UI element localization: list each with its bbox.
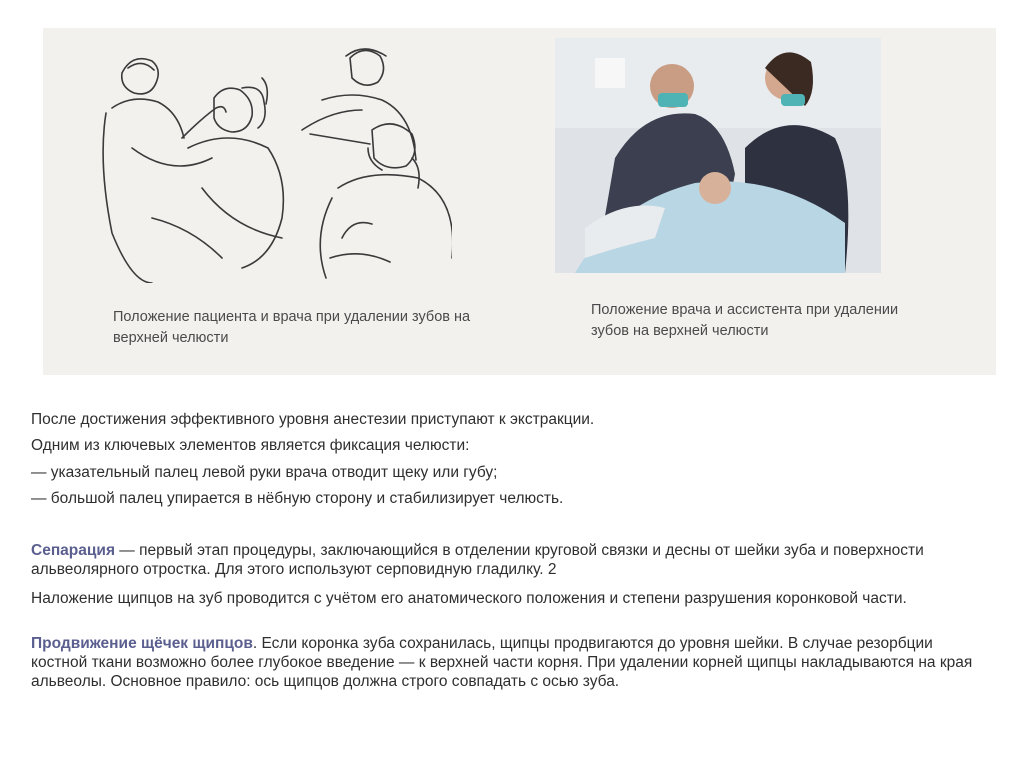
intro-line-3: — указательный палец левой руки врача отводит щеку или губу; bbox=[31, 464, 498, 481]
advance-term: Продвижение щёчек щипцов bbox=[31, 635, 253, 652]
caption-right: Положение врача и ассистента при удалении зубов на верхней челюсти bbox=[591, 302, 899, 339]
dental-procedure-photo bbox=[555, 38, 881, 273]
separation-text: — первый этап процедуры, заключающийся в отделении круговой связки и десны от шейки зуба и поверхности альвеолярного отростка. Для этого используют серповидную гладилку. 2 bbox=[31, 542, 924, 578]
caption-left: Положение пациента и врача при удалении зубов на верхней челюсти bbox=[113, 309, 471, 346]
advance-paragraph bbox=[31, 634, 991, 691]
sketch-illustration bbox=[92, 38, 452, 283]
separation-term: Сепарация bbox=[31, 542, 115, 559]
separation-paragraph bbox=[31, 541, 991, 579]
application-paragraph: Наложение щипцов на зуб проводится с учётом его анатомического положения и степени разрушения коронковой части. bbox=[31, 590, 907, 607]
intro-line-1: После достижения эффективного уровня анестезии приступают к экстракции. bbox=[31, 411, 595, 428]
intro-line-4: — большой палец упирается в нёбную сторону и стабилизирует челюсть. bbox=[31, 490, 564, 507]
intro-line-2: Одним из ключевых элементов является фиксация челюсти: bbox=[31, 437, 470, 454]
advance-text: . Если коронка зуба сохранилась, щипцы продвигаются до уровня шейки. В случае резорбции костной ткани возможно более глубокое введение — к верхней части корня. При удалении корней щипцы накладываются на края альвеолы. Основное правило: ось щипцов должна строго совпадать с осью зуба. bbox=[31, 635, 973, 690]
